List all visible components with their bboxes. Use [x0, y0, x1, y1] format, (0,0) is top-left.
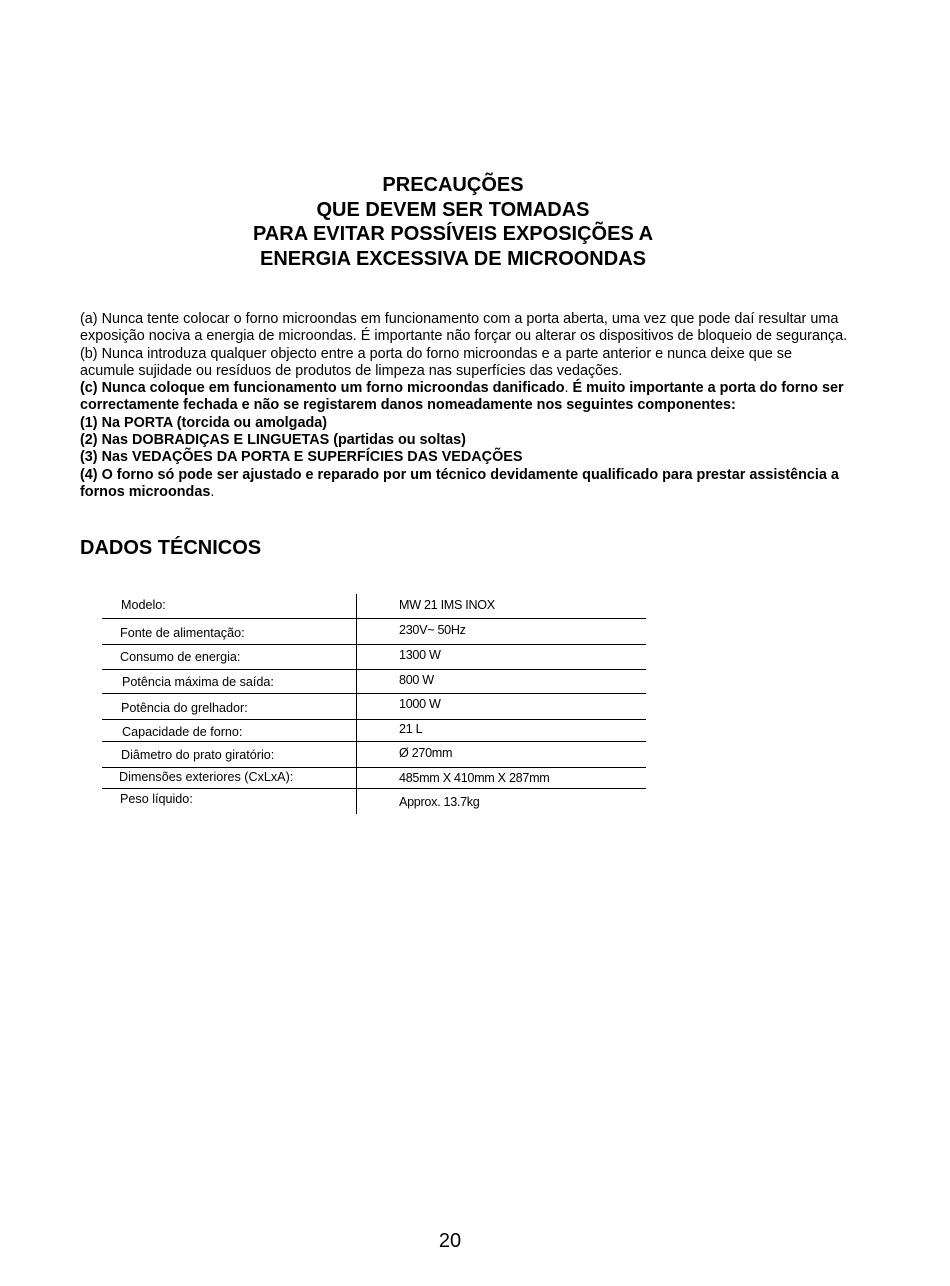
spec-row-model	[102, 594, 646, 619]
spec-row-power-consumption	[102, 645, 646, 670]
spec-row-output-power	[102, 670, 646, 694]
spec-label-power-supply: Fonte de alimentação:	[120, 626, 245, 640]
title-line-2: QUE DEVEM SER TOMADAS	[316, 198, 590, 221]
spec-value-model: MW 21 IMS INOX	[399, 598, 495, 612]
precaution-item-1: (1) Na PORTA (torcida ou amolgada)	[80, 414, 328, 431]
title-line-1: PRECAUÇÕES	[382, 174, 524, 196]
spec-label-oven-capacity: Capacidade de forno:	[122, 725, 243, 739]
spec-label-output-power: Potência máxima de saída:	[122, 675, 274, 689]
spec-label-external-dimensions: Dimensões exteriores (CxLxA):	[119, 770, 294, 784]
spec-value-external-dimensions: 485mm X 410mm X 287mm	[399, 771, 550, 785]
precaution-c-dot: .	[564, 380, 569, 397]
spec-value-oven-capacity: 21 L	[399, 722, 423, 736]
precaution-c	[80, 380, 850, 415]
spec-row-grill-power	[102, 694, 646, 720]
precaution-c-continuation: É muito importante a porta do forno ser correctamente fechada e não se registarem danos nomeadamente nos seguintes componentes:	[80, 380, 844, 414]
precaution-item-3: (3) Nas VEDAÇÕES DA PORTA E SUPERFÍCIES DAS VEDAÇÕES	[80, 449, 523, 466]
spec-value-grill-power: 1000 W	[399, 697, 441, 711]
title-line-4: ENERGIA EXCESSIVA DE MICROONDAS	[260, 247, 646, 270]
spec-value-turntable-diameter: Ø 270mm	[399, 746, 453, 760]
spec-value-power-consumption: 1300 W	[399, 648, 441, 662]
spec-label-power-consumption: Consumo de energia:	[120, 650, 241, 664]
spec-label-turntable-diameter: Diâmetro do prato giratório:	[121, 748, 275, 762]
precaution-item-4	[80, 467, 850, 502]
spec-row-external-dimensions	[102, 768, 646, 789]
spec-row-net-weight	[102, 789, 646, 814]
spec-value-net-weight: Approx. 13.7kg	[399, 795, 480, 809]
spec-label-grill-power: Potência do grelhador:	[121, 701, 248, 715]
spec-row-oven-capacity	[102, 720, 646, 742]
spec-label-net-weight: Peso líquido:	[120, 792, 193, 806]
spec-label-model: Modelo:	[121, 598, 166, 612]
precaution-item-4-text: (4) O forno só pode ser ajustado e reparado por um técnico devidamente qualificado para prestar assistência a fornos microondas	[80, 466, 839, 500]
precaution-b: (b) Nunca introduza qualquer objecto entre a porta do forno microondas e a parte anterior e nunca deixe que se acumule sujidade ou resíduos de produtos de limpeza nas superfícies das vedações.	[80, 345, 792, 379]
technical-specs-table	[102, 594, 646, 814]
title-line-3: PARA EVITAR POSSÍVEIS EXPOSIÇÕES A	[252, 223, 654, 245]
spec-value-power-supply: 230V~ 50Hz	[399, 623, 466, 637]
page-title	[0, 173, 906, 271]
precaution-c-lead: (c) Nunca coloque em funcionamento um forno microondas danificado	[80, 380, 565, 397]
precautions-text	[80, 311, 850, 501]
spec-row-turntable-diameter	[102, 742, 646, 768]
technical-data-heading: DADOS TÉCNICOS	[80, 537, 262, 559]
page-number: 20	[438, 1230, 462, 1252]
spec-value-output-power: 800 W	[399, 673, 434, 687]
spec-row-power-supply	[102, 619, 646, 645]
precaution-item-2: (2) Nas DOBRADIÇAS E LINGUETAS (partidas ou soltas)	[80, 432, 466, 449]
precaution-item-4-end: .	[210, 483, 215, 500]
precaution-a: (a) Nunca tente colocar o forno microondas em funcionamento com a porta aberta, uma vez que pode daí resultar uma exposição nociva a energia de microondas. É importante não forçar ou alterar os dispositivos de bloqueio de segurança.	[80, 311, 848, 345]
